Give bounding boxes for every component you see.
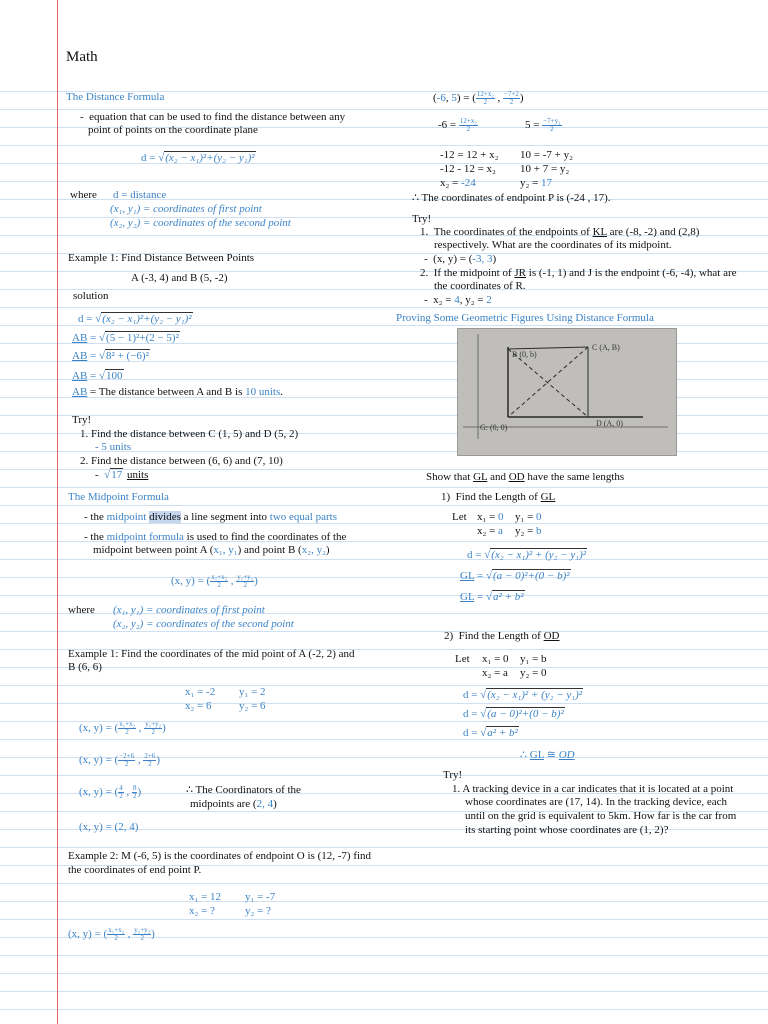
step1-x1: x₁ = 0 <box>477 511 504 523</box>
midpoint-bullet1: - the midpoint divides a line segment into two equal parts <box>84 511 337 523</box>
mid-example1-x2: x₂ = 6 <box>185 700 212 712</box>
try3-label: Try! <box>443 769 463 781</box>
step2-let: Let <box>455 653 470 665</box>
example1-points: A (-3, 4) and B (5, -2) <box>131 272 228 284</box>
distance-bullet: - equation that can be used to find the distance between any <box>80 111 346 123</box>
mid-example1-title-cont: B (6, 6) <box>68 661 102 673</box>
try2-label: Try! <box>412 213 432 225</box>
step2-y1: y₁ = b <box>520 653 547 665</box>
photo-label-g: G: (0, 0) <box>480 423 508 432</box>
proving-heading: Proving Some Geometric Figures Using Distance Formula <box>396 312 654 324</box>
where-first-point: (x₁, y₁) = coordinates of first point <box>110 203 262 215</box>
right-step1: (-6, 5) = ( $\frac{\text{12+x₂}}{2}$ , $\frac{-7+2}{2}$ ) <box>433 89 524 106</box>
right-step3a: -12 = 12 + x₂ <box>440 149 499 161</box>
midpoint-heading: The Midpoint Formula <box>68 491 169 503</box>
mid-example1-y2: y₂ = 6 <box>239 700 266 712</box>
mid-example1-y1: y₁ = 2 <box>239 686 266 698</box>
mid-example2-step1: (x, y) = ( $\frac{\text{x₁+x₂}}{2}$ , $\frac{\text{y₁+y₂}}{2}$ ) <box>68 925 155 942</box>
mid-example1-step1: (x, y) = ( $\frac{\text{x₁+x₂}}{2}$ , $\frac{\text{y₁+y₂}}{2}$ ) <box>79 719 166 736</box>
where-second-point: (x₂, y₂) = coordinates of the second point <box>110 217 291 229</box>
show-statement: Show that GL and OD have the same lengths <box>426 471 625 483</box>
mid-example2-x2: x₂ = ? <box>189 905 215 917</box>
mid-example1-note1: ∴ The Coordinators of the <box>186 784 301 796</box>
step2-formula2: d = √(a − 0)²+(0 − b)² <box>463 708 564 720</box>
mid-example2-title: Example 2: M (-6, 5) is the coordinates of endpoint O is (12, -7) find <box>68 850 372 862</box>
right-step3b: 10 = -7 + y₂ <box>520 149 573 161</box>
try3-q1-line2: whose coordinates are (17, 14). In the tracking device, each <box>465 796 728 808</box>
midpoint-formula: (x, y) = ( $\frac{\text{x₁+x₂}}{2}$ , $\frac{\text{y₁+y₂}}{2}$ ) <box>171 572 258 589</box>
photo-label-c: C (A, B) <box>592 343 620 352</box>
step2-formula3: d = √a² + b² <box>463 727 518 739</box>
mid-example2-y1: y₁ = -7 <box>245 891 276 903</box>
try2-a2: - x₂ = 4, y₂ = 2 <box>424 294 492 306</box>
congruent-statement: ∴ GL ≅ OD <box>520 749 575 761</box>
right-step4b: 10 + 7 = y₂ <box>520 163 570 175</box>
where-label: where <box>70 189 97 201</box>
step1-formula2: GL = √(a − 0)²+(0 − b)² <box>460 570 570 582</box>
mid-example1-step2: (x, y) = ( $\frac{-2+6}{2}$ , $\frac{2+6}{2}$ ) <box>79 751 160 768</box>
step1-formula3: GL = √a² + b² <box>460 591 524 603</box>
example1-step3: AB = √8² + (−6)² <box>72 350 149 362</box>
step1-x2: x₂ = a <box>477 525 503 537</box>
photo-label-d: D (A, 0) <box>596 419 623 428</box>
step2-y2: y₂ = 0 <box>520 667 547 679</box>
diagram-sketch <box>458 329 676 455</box>
right-conclusion: ∴ The coordinates of endpoint P is (-24 , 17). <box>412 192 611 204</box>
midpoint-where-label: where <box>68 604 95 616</box>
try2-q2: 2. If the midpoint of JR is (-1, 1) and J is the endpoint (-6, -4), what are <box>420 267 737 279</box>
photo-label-b: B (0, b) <box>512 350 537 359</box>
try2-a1: - (x, y) = (-3, 3) <box>424 253 497 265</box>
mid-example1-title: Example 1: Find the coordinates of the mid point of A (-2, 2) and <box>68 648 355 660</box>
try1-q1: 1. Find the distance between C (1, 5) and D (5, 2) <box>80 428 299 440</box>
step2-heading: 2) Find the Length of OD <box>444 630 560 642</box>
step1-heading: 1) Find the Length of GL <box>441 491 556 503</box>
midpoint-bullet2: - the midpoint formula is used to find the coordinates of the <box>84 531 347 543</box>
try1-a1: - 5 units <box>95 441 132 453</box>
example1-step2: AB = √(5 − 1)²+(2 − 5)² <box>72 332 179 344</box>
mid-example1-note2: midpoints are (2, 4) <box>190 798 277 810</box>
diagram-photo <box>457 328 677 456</box>
mid-example2-y2: y₂ = ? <box>245 905 271 917</box>
example1-step4: AB = √100 <box>72 370 123 382</box>
step2-x2: x₂ = a <box>482 667 508 679</box>
page-title: Math <box>66 49 98 65</box>
mid-example2-x1: x₁ = 12 <box>189 891 222 903</box>
try2-q2-cont: the coordinates of R. <box>434 280 526 292</box>
try3-q1: 1. A tracking device in a car indicates that it is located at a point <box>452 783 734 795</box>
step1-y1: y₁ = 0 <box>515 511 542 523</box>
step1-formula1: d = √(x₂ − x₁)² + (y₂ − y₁)² <box>467 549 587 561</box>
mid-example2-title-cont: the coordinates of end point P. <box>68 864 202 876</box>
try1-a2: - √17 units <box>95 469 149 481</box>
try1-label: Try! <box>72 414 92 426</box>
mid-example1-step3: (x, y) = ( $\frac{4}{2}$ , $\frac{8}{2}$ ) <box>79 783 142 800</box>
header-band <box>0 0 768 78</box>
midpoint-bullet2-cont: midpoint between point A (x₁, y₁) and point B (x₂, y₂) <box>93 544 330 556</box>
right-step2b: 5 = $\frac{\text{−7+y₂}}{2}$ <box>525 116 561 133</box>
where-d: d = distance <box>113 189 167 201</box>
solution-label: solution <box>73 290 109 302</box>
right-step5a: x₂ = -24 <box>440 177 476 189</box>
right-step5b: y₂ = 17 <box>520 177 553 189</box>
step1-let: Let <box>452 511 467 523</box>
midpoint-where-first: (x₁, y₁) = coordinates of first point <box>113 604 265 616</box>
mid-example1-step4: (x, y) = (2, 4) <box>79 821 139 833</box>
step2-formula1: d = √(x₂ − x₁)² + (y₂ − y₁)² <box>463 689 583 701</box>
example1-answer: AB = The distance between A and B is 10 units. <box>72 386 284 398</box>
distance-formula: d = √(x₂ − x₁)²+(y₂ − y₁)² <box>141 152 255 164</box>
step1-y2: y₂ = b <box>515 525 542 537</box>
mid-example1-x1: x₁ = -2 <box>185 686 216 698</box>
try1-q2: 2. Find the distance between (6, 6) and (7, 10) <box>80 455 283 467</box>
right-step4a: -12 - 12 = x₂ <box>440 163 496 175</box>
try3-q1-line4: its starting point whose coordinates are (1, 2)? <box>465 824 669 836</box>
margin-line <box>57 0 58 1024</box>
try3-q1-line3: until on the grid is equivalent to 5km. How far is the car from <box>465 810 737 822</box>
try2-q1-cont: respectively. What are the coordinates of its midpoint. <box>434 239 672 251</box>
right-step2a: -6 = $\frac{\text{12+x₂}}{2}$ <box>438 116 477 133</box>
example1-title: Example 1: Find Distance Between Points <box>68 252 255 264</box>
distance-bullet-cont: point of points on the coordinate plane <box>88 124 258 136</box>
example1-step1: d = √(x₂ − x₁)²+(y₂ − y₁)² <box>78 313 192 325</box>
step2-x1: x₁ = 0 <box>482 653 509 665</box>
midpoint-where-second: (x₂, y₂) = coordinates of the second point <box>113 618 294 630</box>
try2-q1: 1. The coordinates of the endpoints of KL are (-8, -2) and (2,8) <box>420 226 700 238</box>
distance-heading: The Distance Formula <box>66 91 165 103</box>
